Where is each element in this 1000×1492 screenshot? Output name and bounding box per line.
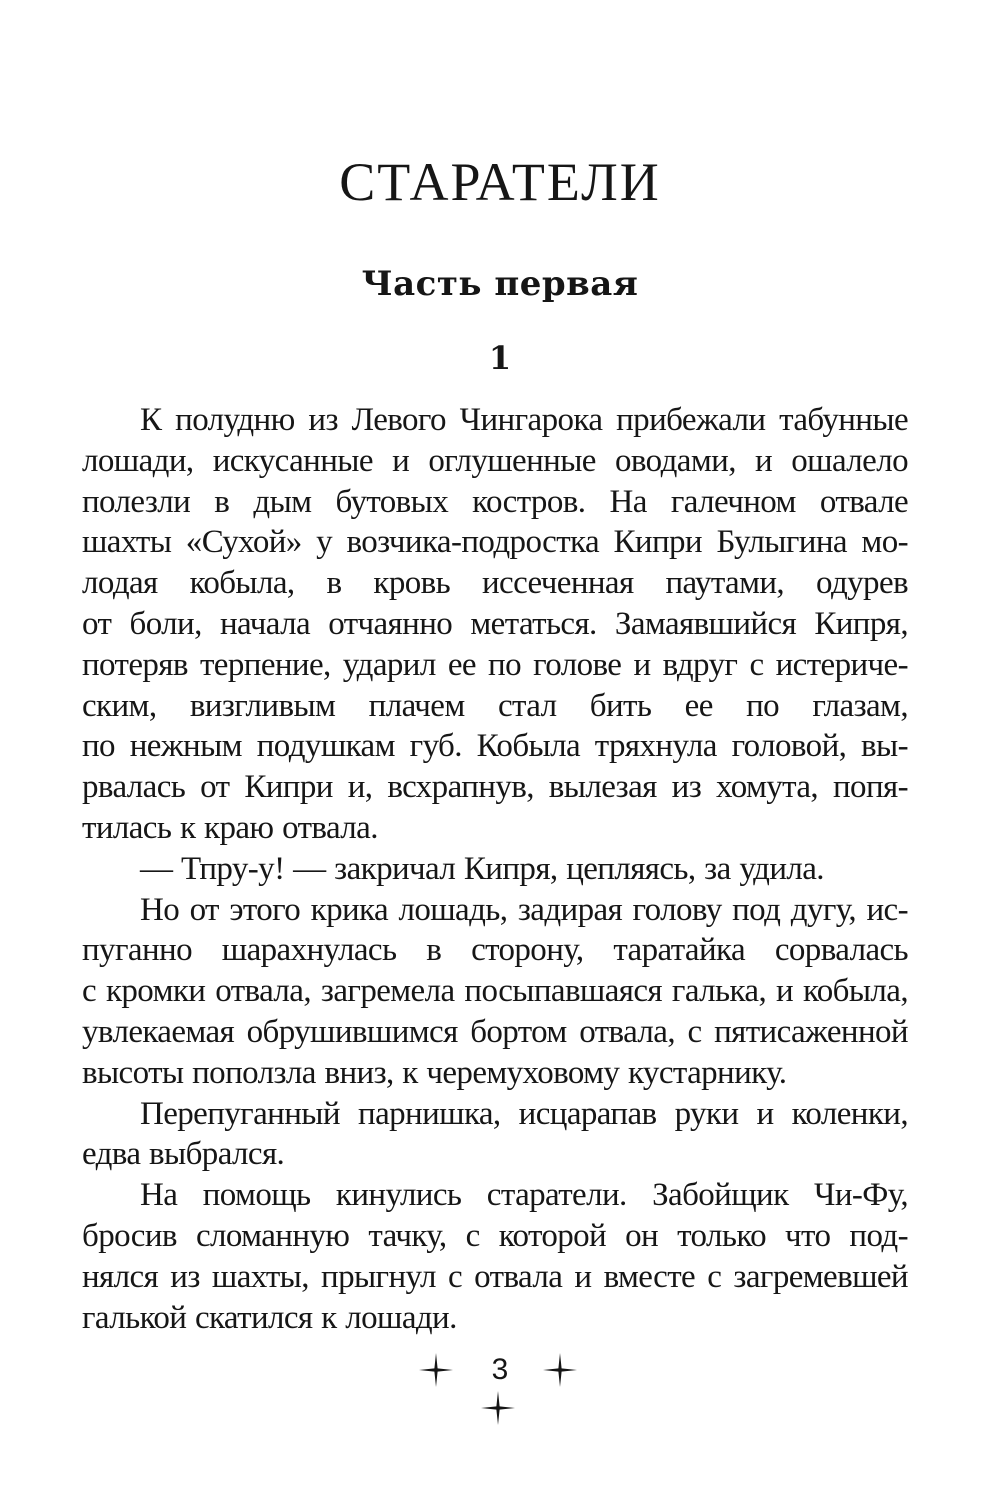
text-line: по нежным подушкам губ. Кобыла тряхнула головой, вы-	[82, 728, 908, 765]
text-line: галькой скатился к лошади.	[82, 1299, 457, 1336]
text-line: Но от этого крика лошадь, задирая голову под дугу, ис-	[140, 891, 908, 928]
chapter-number: 1	[488, 339, 512, 377]
text-line: ским, визгливым плачем стал бить ее по глазам,	[82, 687, 908, 724]
text-line: от боли, начала отчаянно метаться. Замаявшийся Кипря,	[82, 605, 908, 642]
text-line: рвалась от Кипри и, всхрапнув, вылезая из хомута, попя-	[82, 769, 908, 806]
text-line: увлекаемая обрушившимся бортом отвала, с пятисаженной	[82, 1013, 908, 1050]
body-text	[82, 400, 908, 1338]
text-line: пуганно шарахнулась в сторону, таратайка сорвалась	[82, 932, 908, 969]
text-line: На помощь кинулись старатели. Забойщик Чи-Фу,	[140, 1177, 908, 1214]
text-line: полезли в дым бутовых костров. На галечном отвале	[82, 483, 908, 520]
text-line: бросив сломанную тачку, с которой он только что под-	[82, 1217, 908, 1254]
text-line: лошади, искусанные и оглушенные оводами, и ошалело	[82, 442, 908, 479]
text-line: с кромки отвала, загремела посыпавшаяся галька, и кобыла,	[82, 973, 908, 1010]
part-title: Часть первая	[361, 264, 639, 304]
four-point-star-icon	[418, 1352, 454, 1388]
text-line: — Тпру-у! — закричал Кипря, цепляясь, за удила.	[140, 850, 824, 887]
four-point-star-icon	[480, 1390, 516, 1426]
book-title: СТАРАТЕЛИ	[339, 152, 661, 212]
text-line: Перепуганный парнишка, исцарапав руки и коленки,	[140, 1095, 908, 1132]
text-line: нялся из шахты, прыгнул с отвала и вместе с загремевшей	[82, 1258, 908, 1295]
four-point-star-icon	[542, 1352, 578, 1388]
text-line: потеряв терпение, ударил ее по голове и вдруг с истериче-	[82, 646, 908, 683]
text-line: тилась к краю отвала.	[82, 809, 378, 846]
page-number: 3	[491, 1353, 509, 1386]
text-line: шахты «Сухой» у возчика-подростка Кипри Булыгина мо-	[82, 524, 908, 561]
text-line: лодая кобыла, в кровь иссеченная паутами, одурев	[82, 565, 908, 602]
page-folio	[410, 1352, 590, 1442]
text-line: едва выбрался.	[82, 1136, 285, 1173]
text-line: К полудню из Левого Чингарока прибежали табунные	[140, 402, 908, 438]
text-line: высоты поползла вниз, к черемуховому кустарнику.	[82, 1054, 787, 1091]
